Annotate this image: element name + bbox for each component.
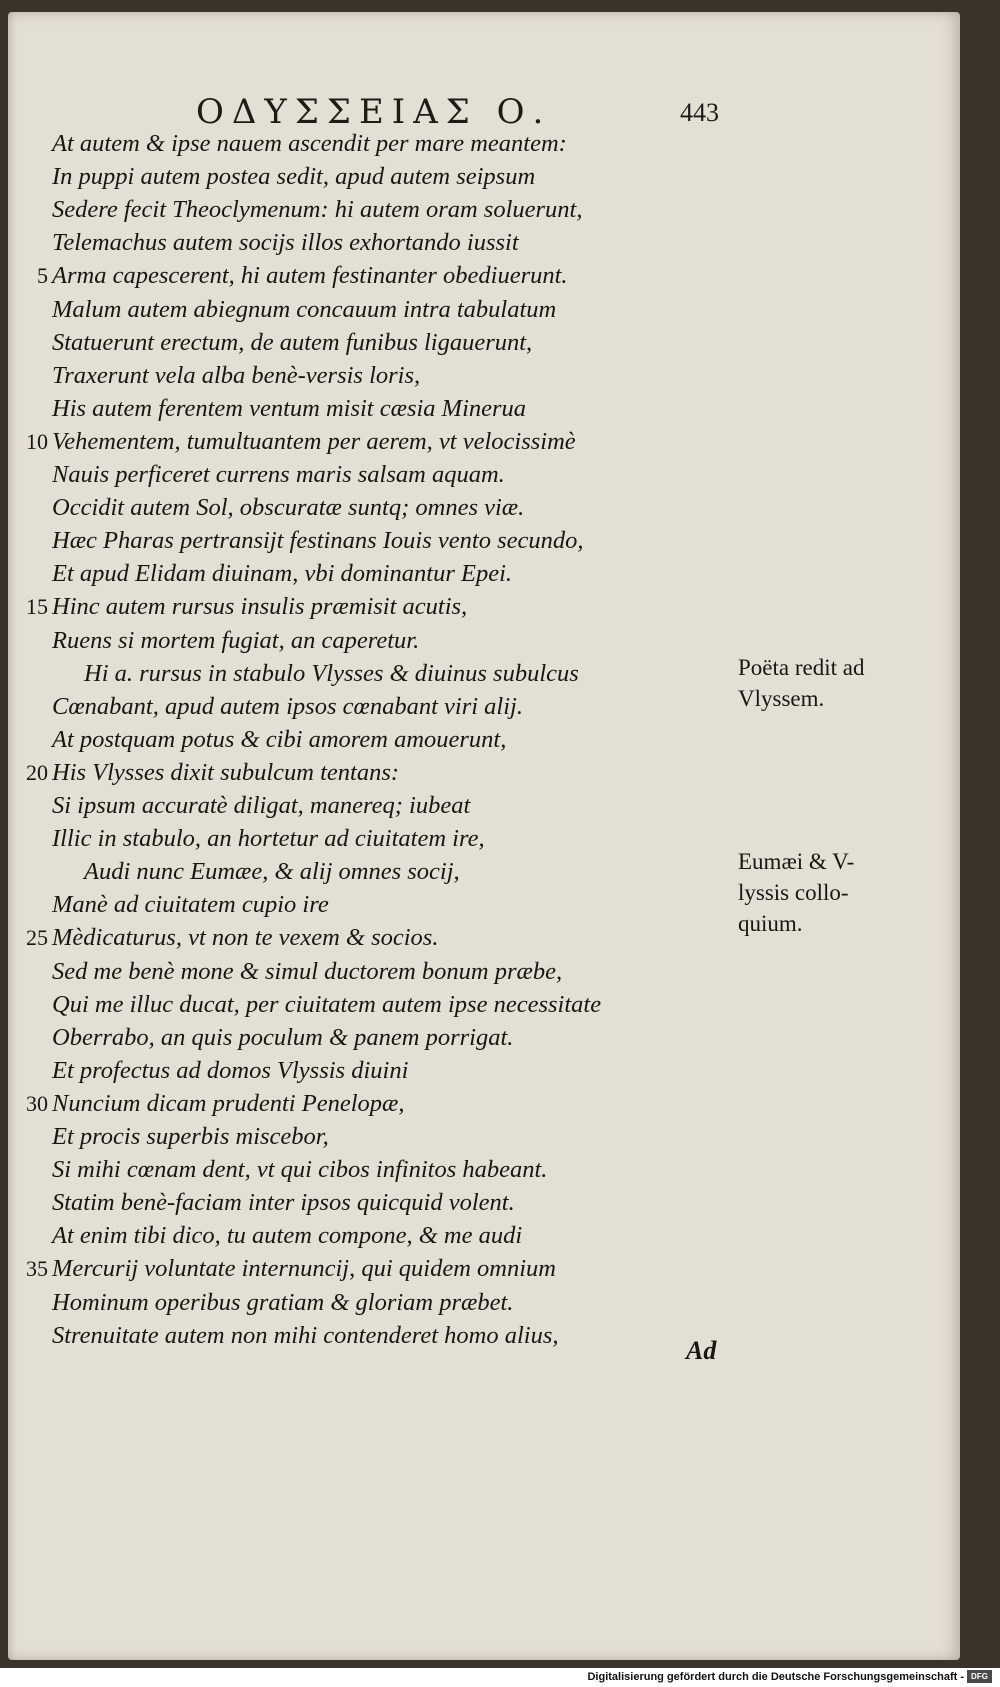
verse-line: Nauis perficeret currens maris salsam aquam. bbox=[52, 461, 505, 488]
verse-line: Occidit autem Sol, obscuratæ suntq; omnes viæ. bbox=[52, 494, 525, 521]
margin-note-line: lyssis collo- bbox=[738, 880, 849, 905]
margin-note-line: Vlyssem. bbox=[738, 686, 825, 711]
verse-line: Arma capescerent, hi autem festinanter obediuerunt. bbox=[52, 262, 568, 289]
verse-line: Et profectus ad domos Vlyssis diuini bbox=[52, 1057, 409, 1084]
verse-line: Manè ad ciuitatem cupio ire bbox=[52, 891, 329, 918]
verse-line: Ruens si mortem fugiat, an caperetur. bbox=[52, 627, 420, 654]
verse-line: Qui me illuc ducat, per ciuitatem autem ipse necessitate bbox=[52, 991, 602, 1018]
verse-line: Illic in stabulo, an hortetur ad ciuitatem ire, bbox=[52, 825, 485, 852]
line-number: 5 bbox=[37, 263, 48, 288]
verse-line: Et apud Elidam diuinam, vbi dominantur Epei. bbox=[52, 560, 513, 587]
verse-line: Hinc autem rursus insulis præmisit acutis, bbox=[52, 593, 468, 620]
verse-line: Mèdicaturus, vt non te vexem & socios. bbox=[52, 924, 439, 951]
line-number: 20 bbox=[26, 760, 48, 785]
verse-line: Audi nunc Eumæe, & alij omnes socij, bbox=[84, 858, 460, 885]
verse-line: Hominum operibus gratiam & gloriam præbet. bbox=[52, 1289, 514, 1316]
verse-line: Telemachus autem socijs illos exhortando iussit bbox=[52, 229, 519, 256]
verse-line: At postquam potus & cibi amorem amouerunt, bbox=[52, 726, 507, 753]
verse-line: Hæc Pharas pertransijt festinans Iouis vento secundo, bbox=[52, 527, 584, 554]
verse-line: Vehementem, tumultuantem per aerem, vt velocissimè bbox=[52, 428, 576, 455]
verse-line: Sed me benè mone & simul ductorem bonum præbe, bbox=[52, 958, 563, 985]
line-number: 35 bbox=[26, 1256, 48, 1281]
line-number: 25 bbox=[26, 925, 48, 950]
verse-line: Cœnabant, apud autem ipsos cœnabant viri alij. bbox=[52, 693, 523, 720]
page-number: 443 bbox=[680, 98, 719, 127]
verse-line: Malum autem abiegnum concauum intra tabulatum bbox=[52, 296, 557, 323]
verse-line: Strenuitate autem non mihi contenderet homo alius, bbox=[52, 1322, 559, 1349]
verse-line: Et procis superbis miscebor, bbox=[52, 1123, 329, 1150]
margin-note-line: quium. bbox=[738, 911, 803, 936]
verse-line: At autem & ipse nauem ascendit per mare meantem: bbox=[52, 130, 567, 157]
verse-line: In puppi autem postea sedit, apud autem seipsum bbox=[52, 163, 536, 190]
verse-line: Mercurij voluntate internuncij, qui quidem omnium bbox=[52, 1255, 556, 1282]
verse-line: Statuerunt erectum, de autem funibus ligauerunt, bbox=[52, 329, 533, 356]
margin-note-line: Eumæi & V- bbox=[738, 849, 855, 874]
line-number: 30 bbox=[26, 1091, 48, 1116]
verse-line: Hi a. rursus in stabulo Vlysses & diuinus subulcus bbox=[84, 660, 579, 687]
dfg-logo: DFG bbox=[967, 1670, 992, 1683]
catchword: Ad bbox=[686, 1336, 717, 1365]
line-number: 10 bbox=[26, 429, 48, 454]
verse-line: Traxerunt vela alba benè-versis loris, bbox=[52, 362, 421, 389]
verse-line: Statim benè-faciam inter ipsos quicquid volent. bbox=[52, 1189, 515, 1216]
margin-note-line: Poëta redit ad bbox=[738, 655, 865, 680]
line-number: 15 bbox=[26, 594, 48, 619]
margin-note bbox=[738, 652, 918, 714]
verse-line: His autem ferentem ventum misit cæsia Minerua bbox=[52, 395, 527, 422]
dfg-credit: Digitalisierung gefördert durch die Deutsche Forschungsgemeinschaft - bbox=[587, 1671, 964, 1683]
verse-line: His Vlysses dixit subulcum tentans: bbox=[52, 759, 400, 786]
running-head: ΟΔΥΣΣΕΙΑΣ Ο. bbox=[196, 92, 552, 132]
verse-line: Nuncium dicam prudenti Penelopæ, bbox=[52, 1090, 405, 1117]
verse-line: At enim tibi dico, tu autem compone, & me audi bbox=[52, 1222, 523, 1249]
verse-line: Oberrabo, an quis poculum & panem porrigat. bbox=[52, 1024, 514, 1051]
verse-line: Sedere fecit Theoclymenum: hi autem oram soluerunt, bbox=[52, 196, 583, 223]
margin-note bbox=[738, 846, 918, 939]
verse-line: Si mihi cœnam dent, vt qui cibos infinitos habeant. bbox=[52, 1156, 548, 1183]
verse-line: Si ipsum accuratè diligat, manereq; iubeat bbox=[52, 792, 471, 819]
